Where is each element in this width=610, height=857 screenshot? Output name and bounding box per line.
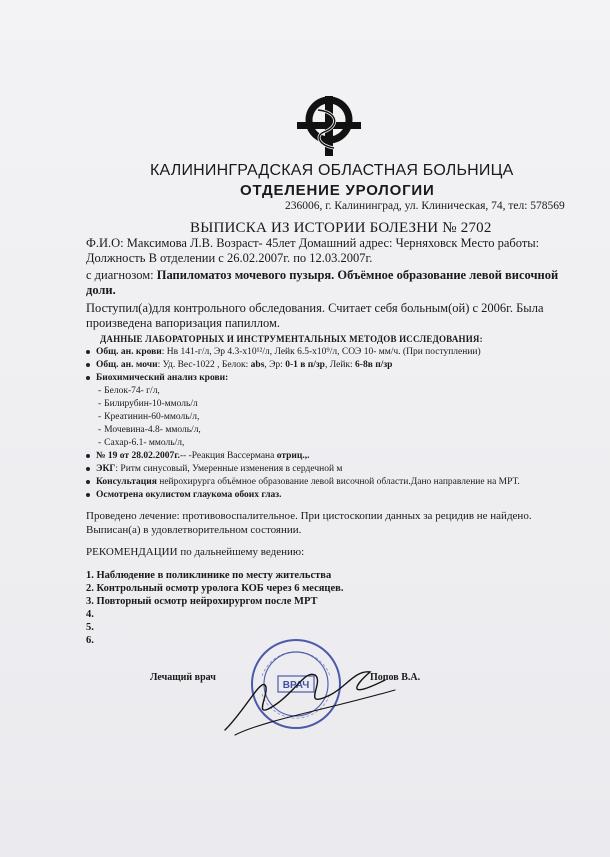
discharge-period: . — [298, 524, 302, 536]
admission-line2: произведена вапоризация папиллом. — [86, 316, 281, 330]
admission-line1: Поступил(а)для контрольного обследования. Считает себя больным(ой) с 2006г. Была — [86, 301, 544, 315]
urine-leukocytes: 6-8в п/зр — [355, 360, 393, 370]
recommendation-item-6: 6. — [86, 635, 94, 646]
wasserman-result: отриц.,. — [276, 451, 310, 461]
blood-test-label: Общ. ан. крови — [96, 347, 162, 357]
ekg-text: : Ритм синусовый, Умеренные изменения в сердечной м — [115, 464, 343, 474]
stamp-word: ВРАЧ — [282, 680, 310, 691]
urine-protein: abs — [250, 360, 265, 370]
hospital-address: 236006, г. Калининград, ул. Клиническая, 74, тел: 578569 — [285, 200, 565, 212]
patient-info-line1: Ф.И.О: Максимова Л.В. Возраст- 45лет Домашний адрес: Черняховск Место работы: — [86, 236, 540, 250]
lab-heading: ДАННЫЕ ЛАБОРАТОРНЫХ И ИНСТРУМЕНТАЛЬНЫХ МЕТОДОВ ИССЛЕДОВАНИЯ: — [100, 334, 483, 344]
recommendation-item-5: 5. — [86, 622, 94, 633]
diagnosis-line1 — [86, 268, 558, 283]
biochem-item-sugar: - Сахар-6.1- ммоль/л, — [98, 438, 184, 448]
diagnosis-label: с диагнозом: — [86, 268, 157, 282]
hospital-logo-icon — [294, 92, 364, 158]
discharge-label: Выписан(а) в — [86, 524, 152, 536]
urine-values-a: : Уд. Вес-1022 , Белок: — [157, 360, 251, 370]
diagnosis-line2 — [86, 283, 116, 298]
doctor-name: Попов В.А. — [370, 672, 421, 683]
treatment-line2 — [86, 524, 301, 536]
ekg-label: ЭКГ — [96, 464, 116, 474]
recommendation-item-4: 4. — [86, 609, 94, 620]
diagnosis-text-cont: доли. — [86, 283, 116, 297]
bullet-icon — [86, 350, 90, 354]
consult-text: нейрохирурга объёмное образование левой височной области.Дано направление на МРТ. — [156, 477, 520, 487]
ekg-row — [86, 464, 342, 474]
doctor-signature-icon — [205, 650, 405, 740]
patient-info-line2: Должность В отделении с 26.02.2007г. по 12.03.2007г. — [86, 251, 373, 265]
biochem-item-urea: - Мочевина-4.8- ммоль/л, — [98, 425, 201, 435]
recommendation-item-2: 2. Контрольный осмотр уролога КОБ через 6 месяцев. — [86, 583, 344, 594]
consult-row — [86, 477, 520, 487]
bullet-icon — [86, 376, 90, 380]
discharge-state: удовлетворительном состоянии — [151, 524, 299, 536]
hospital-name: КАЛИНИНГРАДСКАЯ ОБЛАСТНАЯ БОЛЬНИЦА — [150, 162, 514, 179]
consult-label: Консультация — [96, 477, 157, 487]
diagnosis-text: Папиломатоз мочевого пузыря. Объёмное образование левой височной — [156, 268, 559, 282]
document-title: ВЫПИСКА ИЗ ИСТОРИИ БОЛЕЗНИ № 2702 — [190, 220, 492, 236]
urine-values-b: , Эр: — [264, 360, 286, 370]
bullet-icon — [86, 480, 90, 484]
urine-test-row — [86, 360, 392, 370]
biochem-label: Биохимический анализ крови: — [96, 373, 229, 383]
ophtho-row — [86, 490, 282, 500]
bullet-icon — [86, 493, 90, 497]
wasserman-row — [86, 451, 309, 461]
bullet-icon — [86, 467, 90, 471]
urine-test-label: Общ. ан. мочи — [96, 360, 158, 370]
department-name: ОТДЕЛЕНИЕ УРОЛОГИИ — [240, 182, 435, 199]
urine-erythrocytes: 0-1 в п/зр — [285, 360, 325, 370]
recommendations-heading: РЕКОМЕНДАЦИИ по дальнейшему ведению: — [86, 546, 305, 558]
bullet-icon — [86, 363, 90, 367]
wasserman-label: № 19 от 28.02.2007г. — [96, 451, 180, 461]
urine-values-c: , Лейк: — [324, 360, 356, 370]
biochem-row — [86, 373, 228, 383]
recommendation-item-3: 3. Повторный осмотр нейрохирургом после МРТ — [86, 596, 318, 607]
biochem-item-creatinine: - Креатинин-60-ммоль/л, — [98, 412, 199, 422]
bullet-icon — [86, 454, 90, 458]
treatment-line1: Проведено лечение: противовоспалительное. При цистоскопии данных за рецидив не найдено. — [86, 510, 532, 522]
blood-test-values: : Нв 141-г/л, Эр 4.3-х10¹²/л, Лейк 6.5-х10⁹/л, СОЭ 10- мм/ч. (При поступлении) — [161, 347, 481, 357]
blood-test-row — [86, 347, 481, 357]
ophtho-text: Осмотрена окулистом глаукома обоих глаз. — [96, 490, 282, 500]
biochem-item-bilirubin: - Билирубин-10-ммоль/л — [98, 399, 198, 409]
wasserman-text: -- -Реакция Вассермана — [179, 451, 277, 461]
recommendation-item-1: 1. Наблюдение в поликлинике по месту жительства — [86, 570, 332, 581]
biochem-item-protein: - Белок-74- г/л, — [98, 386, 160, 396]
doctor-role: Лечащий врач — [150, 672, 216, 683]
